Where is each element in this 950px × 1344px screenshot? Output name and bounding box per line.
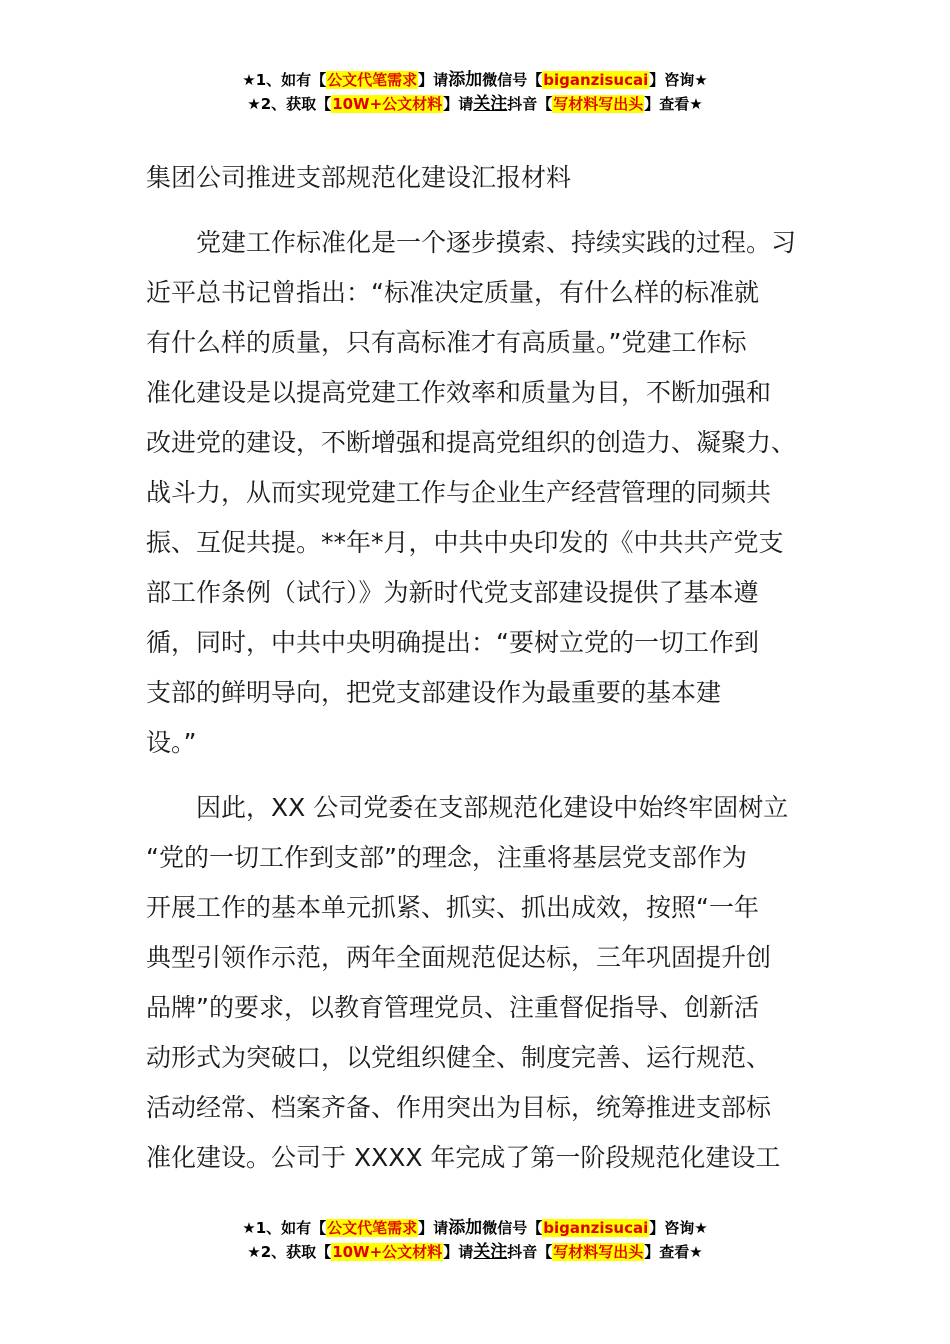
- highlight-materials: 10W+公文材料: [332, 95, 443, 113]
- text-line: 部工作条例（试行）》为新时代党支部建设提供了基本遵: [146, 578, 759, 607]
- text-line: 循，同时，中共中央明确提出：“要树立党的一切工作到: [146, 628, 759, 657]
- highlight-ghostwriting: 公文代笔需求: [327, 71, 418, 89]
- footer-ad-line-1: ★1、如有【公文代笔需求】请添加微信号【biganzisucai】咨询★: [242, 1218, 708, 1238]
- highlight-douyin: 写材料写出头: [553, 1243, 644, 1261]
- paragraph-1: [146, 218, 806, 768]
- text-line: 活动经常、档案齐备、作用突出为目标，统筹推进支部标: [146, 1093, 772, 1122]
- text-line: 设。”: [146, 728, 197, 757]
- highlight-materials: 10W+公文材料: [332, 1243, 443, 1261]
- text-line: 近平总书记曾指出：“标准决定质量，有什么样的标准就: [146, 278, 759, 307]
- text-line: 品牌”的要求，以教育管理党员、注重督促指导、创新活: [146, 993, 759, 1022]
- text-line: 党建工作标准化是一个逐步摸索、持续实践的过程。习: [146, 228, 797, 257]
- text-line: “党的一切工作到支部”的理念，注重将基层党支部作为: [146, 843, 747, 872]
- header-ad-line-1: ★1、如有【公文代笔需求】请添加微信号【biganzisucai】咨询★: [242, 70, 708, 90]
- text-line: 改进党的建设，不断增强和提高党组织的创造力、凝聚力、: [146, 428, 797, 457]
- document-title: 集团公司推进支部规范化建设汇报材料: [146, 163, 572, 192]
- footer-ad-line-2: ★2、获取【10W+公文材料】请关注抖音【写材料写出头】查看★: [247, 1242, 703, 1262]
- highlight-douyin: 写材料写出头: [553, 95, 644, 113]
- highlight-ghostwriting: 公文代笔需求: [327, 1219, 418, 1237]
- paragraph-2: [146, 783, 806, 1183]
- text-line: 战斗力，从而实现党建工作与企业生产经营管理的同频共: [146, 478, 772, 507]
- footer-ad: [0, 1216, 950, 1264]
- text-line: 支部的鲜明导向，把党支部建设作为最重要的基本建: [146, 678, 722, 707]
- text-line: 典型引领作示范，两年全面规范促达标，三年巩固提升创: [146, 943, 772, 972]
- text-line: 准化建设。公司于 XXXX 年完成了第一阶段规范化建设工: [146, 1143, 781, 1172]
- text-line: 开展工作的基本单元抓紧、抓实、抓出成效，按照“一年: [146, 893, 759, 922]
- highlight-wechat-id: biganzisucai: [543, 1219, 649, 1237]
- text-line: 动形式为突破口，以党组织健全、制度完善、运行规范、: [146, 1043, 772, 1072]
- header-ad-line-2: ★2、获取【10W+公文材料】请关注抖音【写材料写出头】查看★: [247, 94, 703, 114]
- text-line: 有什么样的质量，只有高标准才有高质量。”党建工作标: [146, 328, 747, 357]
- text-line: 振、互促共提。**年*月，中共中央印发的《中共共产党支: [146, 528, 784, 557]
- highlight-wechat-id: biganzisucai: [543, 71, 649, 89]
- header-ad: [0, 68, 950, 116]
- text-line: 准化建设是以提高党建工作效率和质量为目，不断加强和: [146, 378, 772, 407]
- text-line: 因此，XX 公司党委在支部规范化建设中始终牢固树立: [146, 793, 789, 822]
